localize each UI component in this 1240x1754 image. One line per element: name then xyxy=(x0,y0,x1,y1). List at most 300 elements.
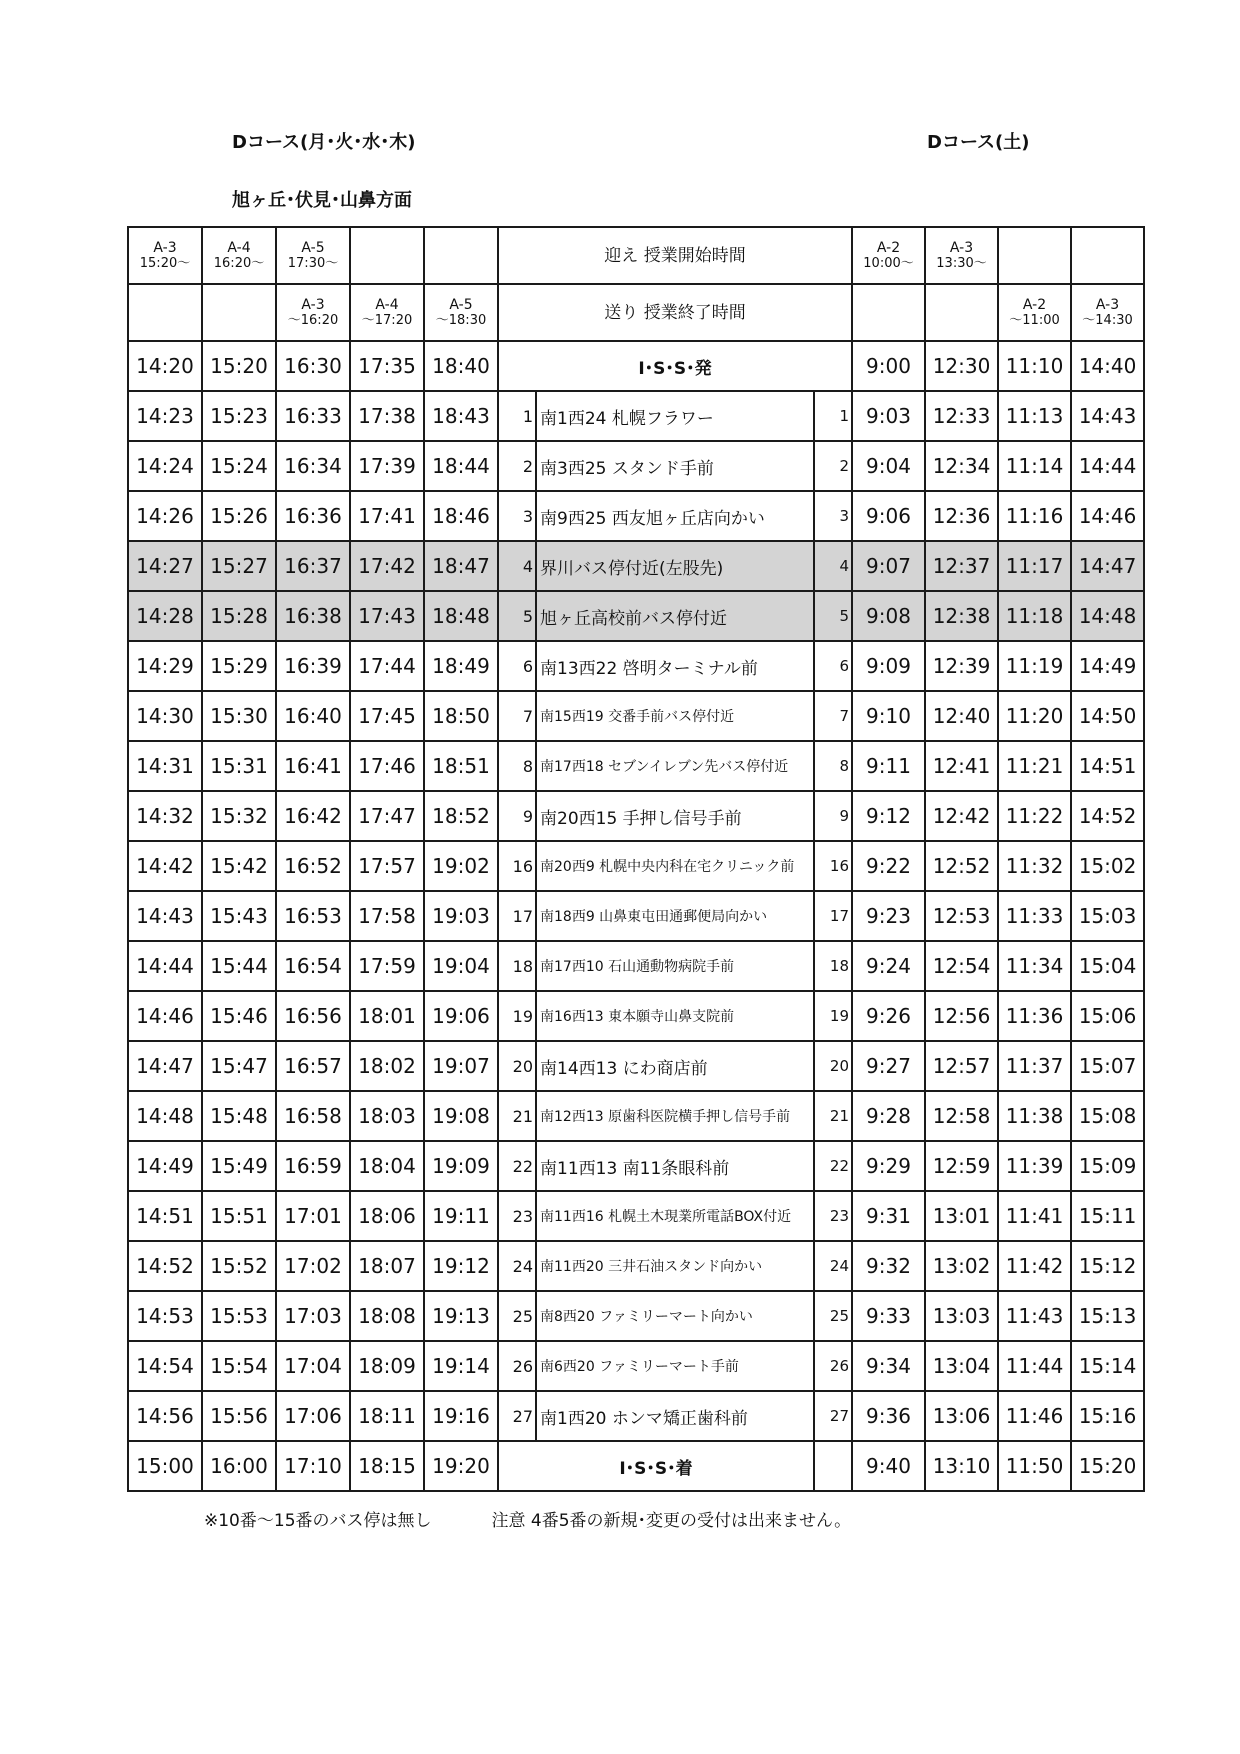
empty-cell xyxy=(852,284,925,341)
stop-row xyxy=(128,1191,1144,1241)
time-cell: 14:52 xyxy=(1071,791,1144,841)
time-cell: 11:36 xyxy=(998,991,1071,1041)
time-cell: 19:08 xyxy=(424,1091,498,1141)
time-cell: 11:34 xyxy=(998,941,1071,991)
stop-name: 南11西16 札幌土木現業所電話BOX付近 xyxy=(536,1191,814,1241)
time-cell: 17:03 xyxy=(276,1291,350,1341)
time-cell: 15:42 xyxy=(202,841,276,891)
time-cell: 17:01 xyxy=(276,1191,350,1241)
stop-number: 1 xyxy=(498,391,536,441)
stop-row xyxy=(128,991,1144,1041)
stop-name: 南17西18 セブンイレブン先バス停付近 xyxy=(536,741,814,791)
depart-row xyxy=(128,341,1144,391)
time-cell: 15:49 xyxy=(202,1141,276,1191)
weekday-dropoff-a5: A-5 ～18:30 xyxy=(424,284,498,341)
time-cell: 15:51 xyxy=(202,1191,276,1241)
stop-number: 4 xyxy=(814,541,852,591)
time-cell: 18:52 xyxy=(424,791,498,841)
time-cell: 18:43 xyxy=(424,391,498,441)
stop-name: 南1西20 ホンマ矯正歯科前 xyxy=(536,1391,814,1441)
stop-number: 26 xyxy=(498,1341,536,1391)
time-cell: 19:14 xyxy=(424,1341,498,1391)
time-cell: 15:13 xyxy=(1071,1291,1144,1341)
time-cell: 12:34 xyxy=(925,441,998,491)
time-cell: 12:59 xyxy=(925,1141,998,1191)
time-cell: 18:02 xyxy=(350,1041,424,1091)
time-cell: 19:16 xyxy=(424,1391,498,1441)
time-cell: 18:06 xyxy=(350,1191,424,1241)
stop-row xyxy=(128,1141,1144,1191)
time-cell: 9:36 xyxy=(852,1391,925,1441)
stop-name: 南9西25 西友旭ヶ丘店向かい xyxy=(536,491,814,541)
time-cell: 14:42 xyxy=(128,841,202,891)
empty-cell xyxy=(998,227,1071,284)
sat-pickup-a3: A-3 13:30～ xyxy=(925,227,998,284)
time-cell: 12:39 xyxy=(925,641,998,691)
stop-row xyxy=(128,1291,1144,1341)
time-cell: 18:08 xyxy=(350,1291,424,1341)
time-cell: 14:40 xyxy=(1071,341,1144,391)
time-cell: 15:30 xyxy=(202,691,276,741)
time-cell: 12:42 xyxy=(925,791,998,841)
time-cell: 12:54 xyxy=(925,941,998,991)
time-cell: 13:10 xyxy=(925,1441,998,1491)
time-cell: 17:59 xyxy=(350,941,424,991)
time-cell: 15:07 xyxy=(1071,1041,1144,1091)
stop-number: 22 xyxy=(814,1141,852,1191)
weekday-pickup-a4: A-4 16:20～ xyxy=(202,227,276,284)
time-cell: 18:07 xyxy=(350,1241,424,1291)
time-cell: 18:04 xyxy=(350,1141,424,1191)
stop-name: 南14西13 にわ商店前 xyxy=(536,1041,814,1091)
time-cell: 18:11 xyxy=(350,1391,424,1441)
time-cell: 12:30 xyxy=(925,341,998,391)
time-cell: 11:38 xyxy=(998,1091,1071,1141)
time-cell: 15:53 xyxy=(202,1291,276,1341)
time-cell: 9:34 xyxy=(852,1341,925,1391)
stop-row xyxy=(128,1091,1144,1141)
time-cell: 15:56 xyxy=(202,1391,276,1441)
stop-number: 6 xyxy=(814,641,852,691)
stop-number: 25 xyxy=(814,1291,852,1341)
stop-row xyxy=(128,641,1144,691)
stop-row xyxy=(128,691,1144,741)
time-cell: 17:04 xyxy=(276,1341,350,1391)
time-cell: 15:46 xyxy=(202,991,276,1041)
stop-name: 南17西10 石山通動物病院手前 xyxy=(536,941,814,991)
stop-number: 21 xyxy=(498,1091,536,1141)
time-cell: 14:52 xyxy=(128,1241,202,1291)
time-cell: 16:59 xyxy=(276,1141,350,1191)
stop-row xyxy=(128,841,1144,891)
time-cell: 15:16 xyxy=(1071,1391,1144,1441)
time-cell: 19:06 xyxy=(424,991,498,1041)
time-cell: 11:14 xyxy=(998,441,1071,491)
time-cell: 11:41 xyxy=(998,1191,1071,1241)
depart-label: I･S･S･発 xyxy=(498,341,852,391)
stop-number: 18 xyxy=(814,941,852,991)
time-cell: 17:39 xyxy=(350,441,424,491)
time-cell: 11:22 xyxy=(998,791,1071,841)
time-cell: 15:44 xyxy=(202,941,276,991)
time-cell: 16:38 xyxy=(276,591,350,641)
time-cell: 15:48 xyxy=(202,1091,276,1141)
time-cell: 9:29 xyxy=(852,1141,925,1191)
time-cell: 14:54 xyxy=(128,1341,202,1391)
time-cell: 14:46 xyxy=(1071,491,1144,541)
time-cell: 17:38 xyxy=(350,391,424,441)
stop-name: 旭ヶ丘高校前バス停付近 xyxy=(536,591,814,641)
time-cell: 11:19 xyxy=(998,641,1071,691)
time-cell: 15:09 xyxy=(1071,1141,1144,1191)
time-cell: 14:23 xyxy=(128,391,202,441)
time-cell: 16:56 xyxy=(276,991,350,1041)
time-cell: 19:07 xyxy=(424,1041,498,1091)
time-cell: 16:36 xyxy=(276,491,350,541)
empty-cell xyxy=(128,284,202,341)
time-cell: 15:03 xyxy=(1071,891,1144,941)
stop-name: 南12西13 原歯科医院横手押し信号手前 xyxy=(536,1091,814,1141)
time-cell: 18:40 xyxy=(424,341,498,391)
time-cell: 13:06 xyxy=(925,1391,998,1441)
empty-cell xyxy=(1071,227,1144,284)
time-cell: 19:02 xyxy=(424,841,498,891)
stop-number: 27 xyxy=(814,1391,852,1441)
stop-number: 27 xyxy=(498,1391,536,1441)
time-cell: 9:23 xyxy=(852,891,925,941)
time-cell: 17:58 xyxy=(350,891,424,941)
stop-row xyxy=(128,591,1144,641)
stop-number: 1 xyxy=(814,391,852,441)
time-cell: 9:27 xyxy=(852,1041,925,1091)
time-cell: 14:48 xyxy=(128,1091,202,1141)
time-cell: 11:43 xyxy=(998,1291,1071,1341)
time-cell: 17:45 xyxy=(350,691,424,741)
time-cell: 13:02 xyxy=(925,1241,998,1291)
stop-number: 17 xyxy=(498,891,536,941)
time-cell: 18:50 xyxy=(424,691,498,741)
time-cell: 13:04 xyxy=(925,1341,998,1391)
time-cell: 9:06 xyxy=(852,491,925,541)
time-cell: 16:34 xyxy=(276,441,350,491)
time-cell: 18:44 xyxy=(424,441,498,491)
weekday-dropoff-a4: A-4 ～17:20 xyxy=(350,284,424,341)
time-cell: 14:44 xyxy=(128,941,202,991)
empty-cell xyxy=(424,227,498,284)
time-cell: 9:04 xyxy=(852,441,925,491)
time-cell: 9:09 xyxy=(852,641,925,691)
stop-number: 3 xyxy=(498,491,536,541)
time-cell: 15:04 xyxy=(1071,941,1144,991)
time-cell: 13:03 xyxy=(925,1291,998,1341)
stop-number: 7 xyxy=(814,691,852,741)
time-cell: 9:28 xyxy=(852,1091,925,1141)
time-cell: 16:39 xyxy=(276,641,350,691)
time-cell: 11:46 xyxy=(998,1391,1071,1441)
time-cell: 18:09 xyxy=(350,1341,424,1391)
stop-name: 界川バス停付近(左股先) xyxy=(536,541,814,591)
time-cell: 11:50 xyxy=(998,1441,1071,1491)
sat-dropoff-a2: A-2 ～11:00 xyxy=(998,284,1071,341)
time-cell: 14:28 xyxy=(128,591,202,641)
time-cell: 15:29 xyxy=(202,641,276,691)
stop-row xyxy=(128,491,1144,541)
sat-pickup-a2: A-2 10:00～ xyxy=(852,227,925,284)
stop-number: 8 xyxy=(498,741,536,791)
time-cell: 14:43 xyxy=(1071,391,1144,441)
time-cell: 9:08 xyxy=(852,591,925,641)
time-cell: 9:10 xyxy=(852,691,925,741)
time-cell: 17:35 xyxy=(350,341,424,391)
time-cell: 11:17 xyxy=(998,541,1071,591)
course-title-saturday: Dコース(土) xyxy=(927,132,1030,153)
time-cell: 14:50 xyxy=(1071,691,1144,741)
stop-name: 南20西9 札幌中央内科在宅クリニック前 xyxy=(536,841,814,891)
time-cell: 15:27 xyxy=(202,541,276,591)
time-cell: 17:42 xyxy=(350,541,424,591)
stop-number: 24 xyxy=(814,1241,852,1291)
stop-row xyxy=(128,441,1144,491)
stop-name: 南11西20 三井石油スタンド向かい xyxy=(536,1241,814,1291)
time-cell: 15:20 xyxy=(1071,1441,1144,1491)
dropoff-label: 送り 授業終了時間 xyxy=(498,284,852,341)
time-cell: 14:51 xyxy=(1071,741,1144,791)
time-cell: 19:09 xyxy=(424,1141,498,1191)
stop-number: 17 xyxy=(814,891,852,941)
time-cell: 12:40 xyxy=(925,691,998,741)
stop-name: 南16西13 東本願寺山鼻支院前 xyxy=(536,991,814,1041)
time-cell: 15:02 xyxy=(1071,841,1144,891)
time-cell: 12:41 xyxy=(925,741,998,791)
stop-number: 2 xyxy=(498,441,536,491)
pickup-label: 迎え 授業開始時間 xyxy=(498,227,852,284)
time-cell: 16:54 xyxy=(276,941,350,991)
time-cell: 14:26 xyxy=(128,491,202,541)
stop-number: 5 xyxy=(498,591,536,641)
time-cell: 15:24 xyxy=(202,441,276,491)
stop-number: 2 xyxy=(814,441,852,491)
time-cell: 9:31 xyxy=(852,1191,925,1241)
time-cell: 12:53 xyxy=(925,891,998,941)
time-cell: 19:20 xyxy=(424,1441,498,1491)
time-cell: 14:44 xyxy=(1071,441,1144,491)
time-cell: 9:12 xyxy=(852,791,925,841)
time-cell: 12:58 xyxy=(925,1091,998,1141)
empty-cell xyxy=(350,227,424,284)
time-cell: 15:00 xyxy=(128,1441,202,1491)
time-cell: 14:29 xyxy=(128,641,202,691)
time-cell: 12:56 xyxy=(925,991,998,1041)
stop-number: 3 xyxy=(814,491,852,541)
time-cell: 9:03 xyxy=(852,391,925,441)
time-cell: 11:42 xyxy=(998,1241,1071,1291)
stop-number: 4 xyxy=(498,541,536,591)
stop-name: 南3西25 スタンド手前 xyxy=(536,441,814,491)
time-cell: 16:33 xyxy=(276,391,350,441)
time-cell: 16:57 xyxy=(276,1041,350,1091)
stop-row xyxy=(128,1391,1144,1441)
time-cell: 15:06 xyxy=(1071,991,1144,1041)
time-cell: 19:03 xyxy=(424,891,498,941)
stop-name: 南1西24 札幌フラワー xyxy=(536,391,814,441)
time-cell: 11:44 xyxy=(998,1341,1071,1391)
stop-number: 9 xyxy=(814,791,852,841)
empty-cell xyxy=(925,284,998,341)
time-cell: 15:20 xyxy=(202,341,276,391)
time-cell: 14:49 xyxy=(1071,641,1144,691)
stop-row xyxy=(128,1241,1144,1291)
stop-row xyxy=(128,1341,1144,1391)
time-cell: 14:30 xyxy=(128,691,202,741)
time-cell: 19:12 xyxy=(424,1241,498,1291)
time-cell: 18:03 xyxy=(350,1091,424,1141)
stop-name: 南8西20 ファミリーマート向かい xyxy=(536,1291,814,1341)
time-cell: 17:02 xyxy=(276,1241,350,1291)
time-cell: 17:41 xyxy=(350,491,424,541)
stop-name: 南18西9 山鼻東屯田通郵便局向かい xyxy=(536,891,814,941)
time-cell: 15:43 xyxy=(202,891,276,941)
stop-name: 南6西20 ファミリーマート手前 xyxy=(536,1341,814,1391)
stop-number: 18 xyxy=(498,941,536,991)
time-cell: 15:32 xyxy=(202,791,276,841)
caution-note: 注意 4番5番の新規･変更の受付は出来ません。 xyxy=(491,1511,852,1531)
time-cell: 11:21 xyxy=(998,741,1071,791)
time-cell: 14:27 xyxy=(128,541,202,591)
stop-row xyxy=(128,541,1144,591)
time-cell: 11:20 xyxy=(998,691,1071,741)
stop-number: 24 xyxy=(498,1241,536,1291)
time-cell: 18:47 xyxy=(424,541,498,591)
stop-row xyxy=(128,941,1144,991)
stop-number: 23 xyxy=(498,1191,536,1241)
stop-number: 20 xyxy=(814,1041,852,1091)
time-cell: 11:32 xyxy=(998,841,1071,891)
time-cell: 19:11 xyxy=(424,1191,498,1241)
time-cell: 16:40 xyxy=(276,691,350,741)
time-cell: 12:37 xyxy=(925,541,998,591)
stop-name: 南13西22 啓明ターミナル前 xyxy=(536,641,814,691)
time-cell: 18:01 xyxy=(350,991,424,1041)
stop-number: 5 xyxy=(814,591,852,641)
time-cell: 15:26 xyxy=(202,491,276,541)
stop-row xyxy=(128,741,1144,791)
time-cell: 14:20 xyxy=(128,341,202,391)
time-cell: 11:37 xyxy=(998,1041,1071,1091)
route-subtitle: 旭ヶ丘･伏見･山鼻方面 xyxy=(232,190,412,211)
stop-name: 南11西13 南11条眼科前 xyxy=(536,1141,814,1191)
time-cell: 17:10 xyxy=(276,1441,350,1491)
time-cell: 11:16 xyxy=(998,491,1071,541)
time-cell: 16:37 xyxy=(276,541,350,591)
time-cell: 11:33 xyxy=(998,891,1071,941)
time-cell: 14:49 xyxy=(128,1141,202,1191)
time-cell: 18:48 xyxy=(424,591,498,641)
time-cell: 12:36 xyxy=(925,491,998,541)
time-cell: 9:24 xyxy=(852,941,925,991)
time-cell: 11:13 xyxy=(998,391,1071,441)
time-cell: 18:46 xyxy=(424,491,498,541)
stop-number: 25 xyxy=(498,1291,536,1341)
weekday-dropoff-a3: A-3 ～16:20 xyxy=(276,284,350,341)
time-cell: 9:00 xyxy=(852,341,925,391)
weekday-pickup-a5: A-5 17:30～ xyxy=(276,227,350,284)
time-cell: 15:28 xyxy=(202,591,276,641)
time-cell: 9:07 xyxy=(852,541,925,591)
time-cell: 16:42 xyxy=(276,791,350,841)
stop-number: 8 xyxy=(814,741,852,791)
time-cell: 15:54 xyxy=(202,1341,276,1391)
pickup-header-row xyxy=(128,227,1144,284)
time-cell: 18:15 xyxy=(350,1441,424,1491)
time-cell: 15:52 xyxy=(202,1241,276,1291)
stop-row xyxy=(128,391,1144,441)
stop-number: 26 xyxy=(814,1341,852,1391)
time-cell: 16:41 xyxy=(276,741,350,791)
time-cell: 18:51 xyxy=(424,741,498,791)
stop-name: 南15西19 交番手前バス停付近 xyxy=(536,691,814,741)
time-cell: 19:13 xyxy=(424,1291,498,1341)
time-cell: 11:39 xyxy=(998,1141,1071,1191)
time-cell: 14:53 xyxy=(128,1291,202,1341)
time-cell: 12:38 xyxy=(925,591,998,641)
time-cell: 14:48 xyxy=(1071,591,1144,641)
dropoff-header-row xyxy=(128,284,1144,341)
empty-cell xyxy=(202,284,276,341)
time-cell: 15:08 xyxy=(1071,1091,1144,1141)
stop-name: 南20西15 手押し信号手前 xyxy=(536,791,814,841)
time-cell: 14:31 xyxy=(128,741,202,791)
stop-number: 23 xyxy=(814,1191,852,1241)
time-cell: 15:31 xyxy=(202,741,276,791)
time-cell: 12:57 xyxy=(925,1041,998,1091)
time-cell: 17:57 xyxy=(350,841,424,891)
time-cell: 15:14 xyxy=(1071,1341,1144,1391)
time-cell: 12:52 xyxy=(925,841,998,891)
time-cell: 19:04 xyxy=(424,941,498,991)
time-cell: 17:06 xyxy=(276,1391,350,1441)
time-cell: 17:44 xyxy=(350,641,424,691)
time-cell: 16:30 xyxy=(276,341,350,391)
time-cell: 11:10 xyxy=(998,341,1071,391)
time-cell: 9:22 xyxy=(852,841,925,891)
stop-row xyxy=(128,891,1144,941)
time-cell: 14:43 xyxy=(128,891,202,941)
time-cell: 14:47 xyxy=(1071,541,1144,591)
stop-number: 16 xyxy=(498,841,536,891)
time-cell: 15:11 xyxy=(1071,1191,1144,1241)
time-cell: 14:51 xyxy=(128,1191,202,1241)
time-cell: 17:46 xyxy=(350,741,424,791)
stop-number: 22 xyxy=(498,1141,536,1191)
stop-number: 7 xyxy=(498,691,536,741)
stop-number: 21 xyxy=(814,1091,852,1141)
time-cell: 17:43 xyxy=(350,591,424,641)
no-stop-note: ※10番～15番のバス停は無し xyxy=(204,1511,432,1531)
stop-number: 9 xyxy=(498,791,536,841)
stop-row xyxy=(128,1041,1144,1091)
time-cell: 16:53 xyxy=(276,891,350,941)
stop-row xyxy=(128,791,1144,841)
time-cell: 16:58 xyxy=(276,1091,350,1141)
course-title-weekday: Dコース(月･火･水･木) xyxy=(232,132,416,153)
time-cell: 18:49 xyxy=(424,641,498,691)
time-cell: 16:52 xyxy=(276,841,350,891)
time-cell: 14:56 xyxy=(128,1391,202,1441)
time-cell: 15:12 xyxy=(1071,1241,1144,1291)
time-cell: 13:01 xyxy=(925,1191,998,1241)
time-cell: 14:32 xyxy=(128,791,202,841)
empty-cell xyxy=(814,1441,852,1491)
